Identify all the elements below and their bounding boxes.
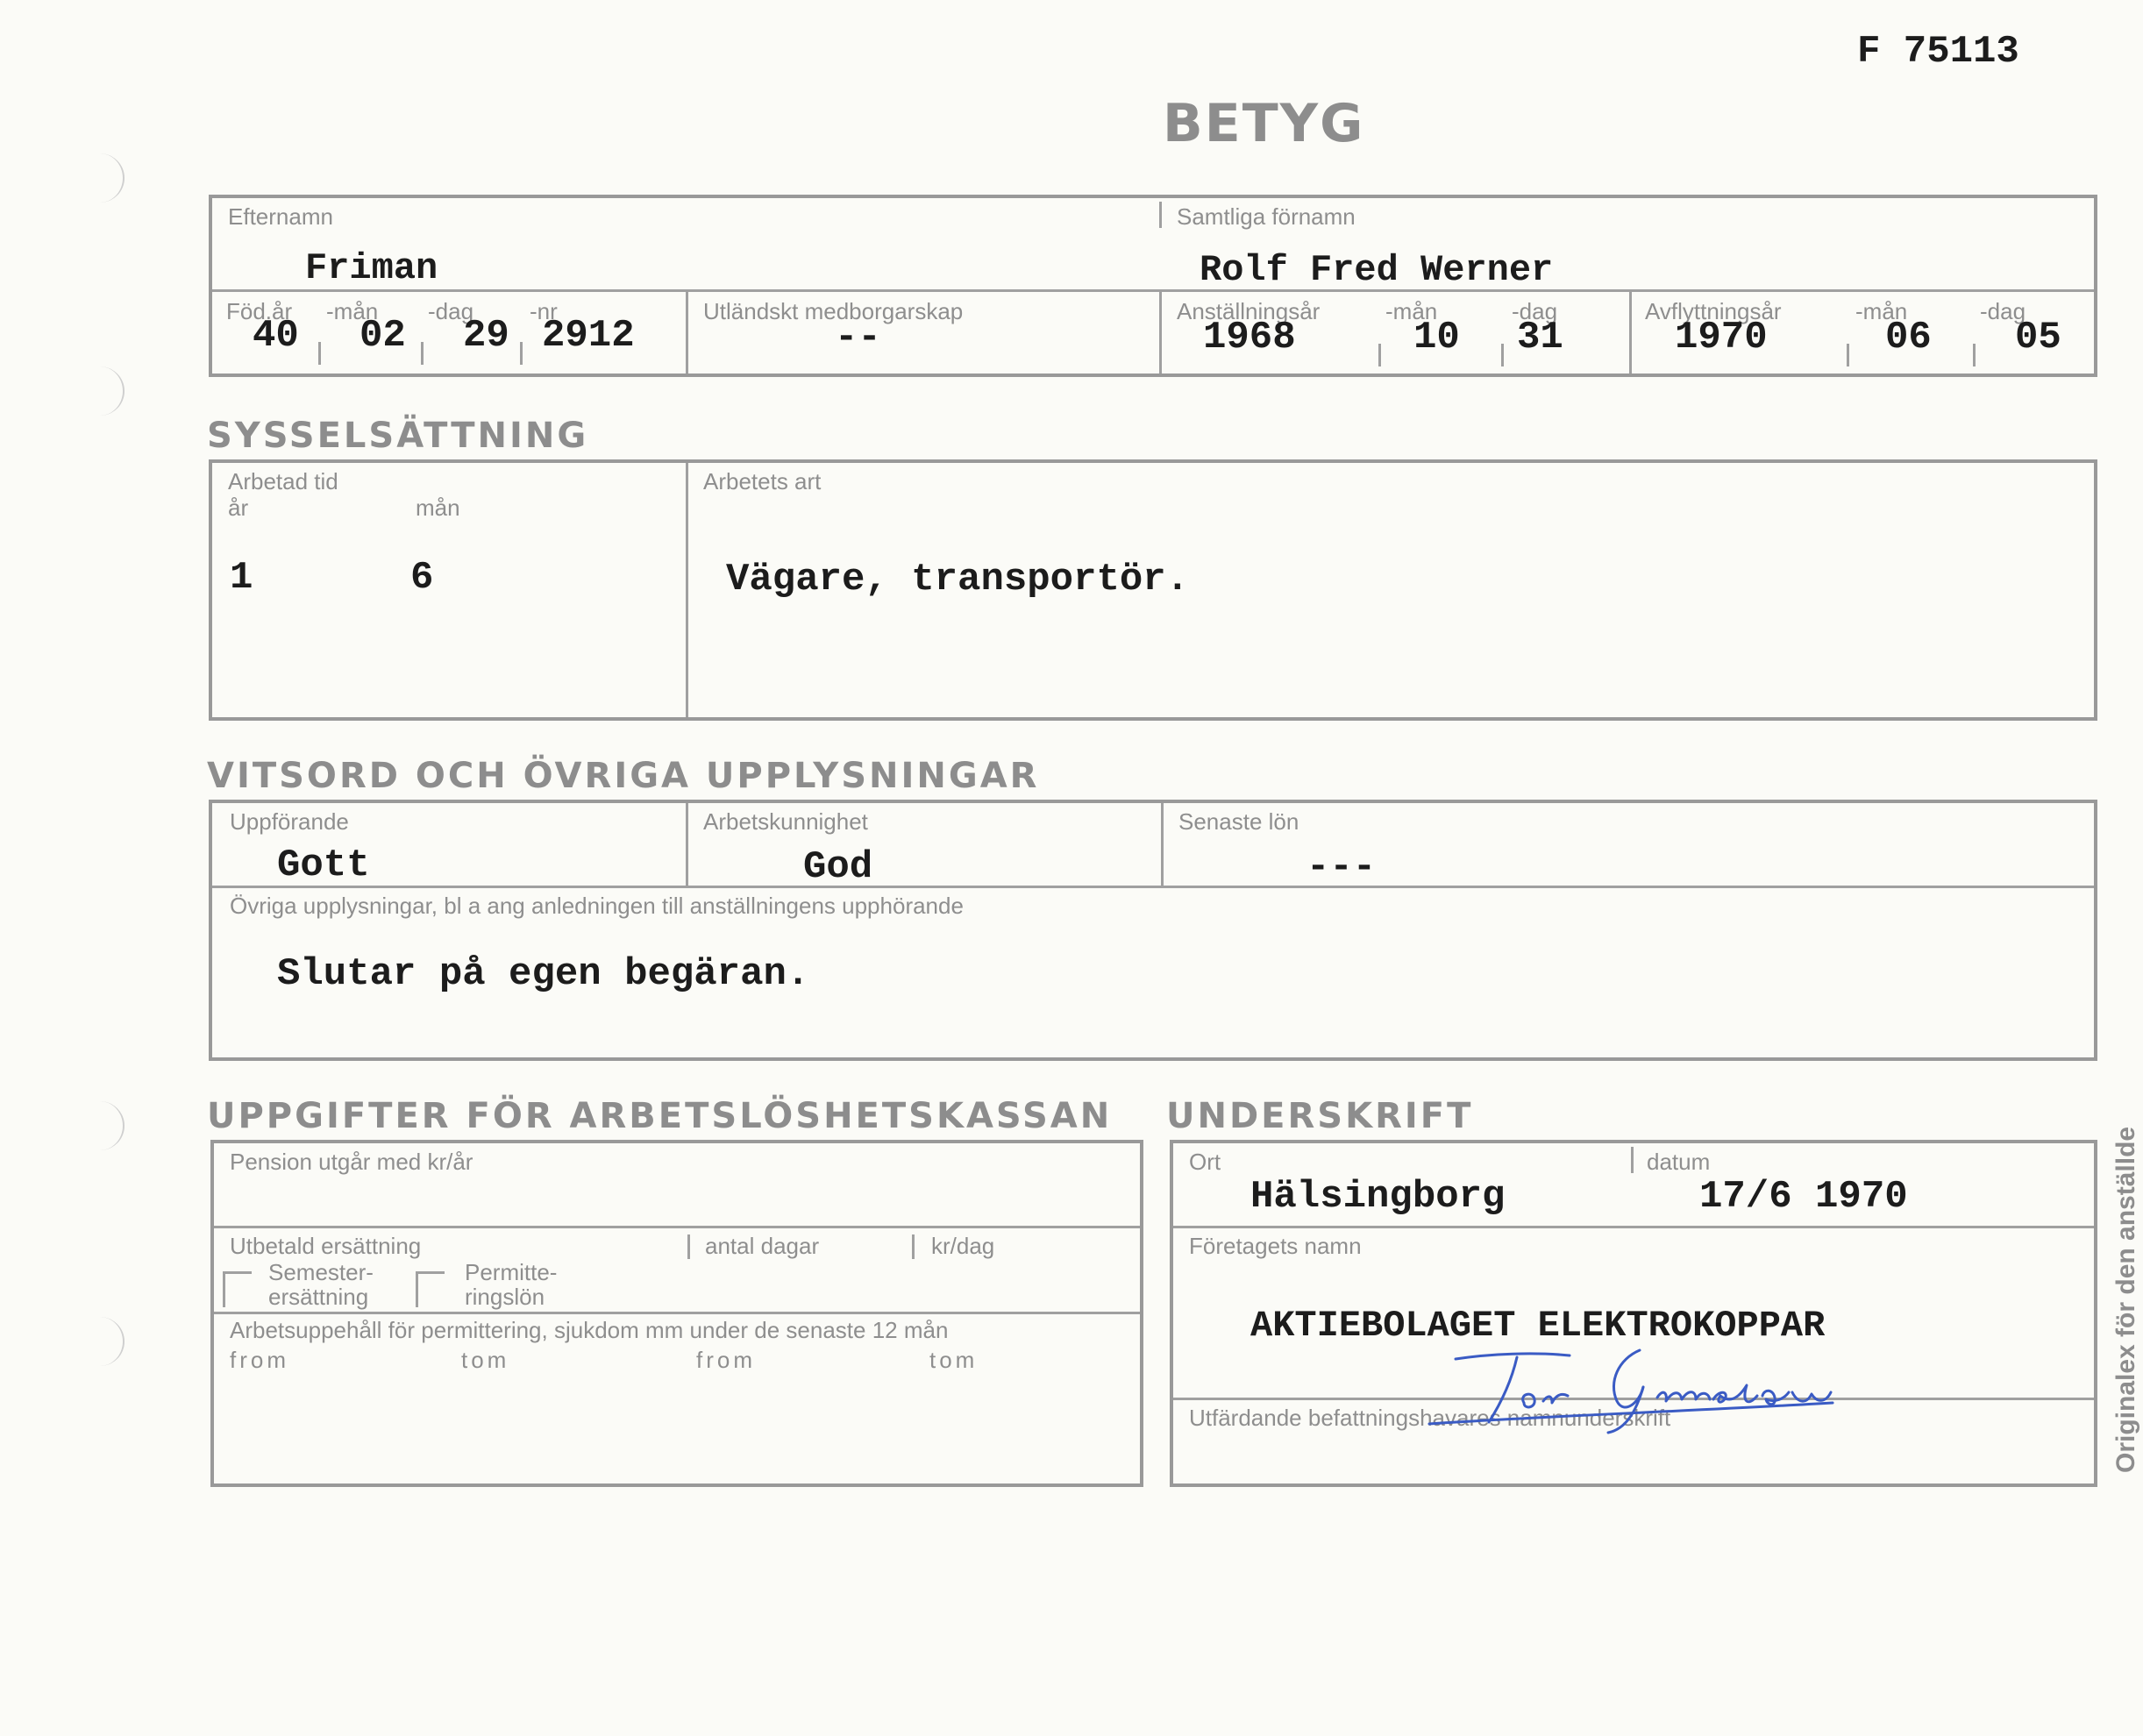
avfl-man-value: 06 [1885,316,1932,359]
ar-value: 1 [230,556,253,600]
from-label-1: from [230,1347,289,1373]
references-heading: VITSORD OCH ÖVRIGA UPPLYSNINGAR [207,756,1040,796]
ovriga-label: Övriga upplysningar, bl a ang anledningen till anställningens upphörande [230,893,964,919]
tom-label-1: tom [461,1347,510,1373]
fod-dag-label: -dag [428,298,474,324]
medborgarskap-label: Utländskt medborgarskap [703,298,964,324]
page-title: BETYG [1163,93,1365,154]
man-label: mån [416,494,460,521]
semester-label-2: ersättning [268,1284,369,1310]
permitte-label-2: ringslön [465,1284,545,1310]
anst-man-label: -mån [1385,298,1438,324]
anst-dag-label: -dag [1512,298,1558,324]
fod-dag-value: 29 [463,314,509,358]
permitte-label-1: Permitte- [465,1259,558,1285]
fod-man-value: 02 [360,314,406,358]
antal-dagar-label: antal dagar [705,1233,820,1259]
uppforande-value: Gott [277,843,370,887]
ar-label: år [228,494,249,521]
anst-man-value: 10 [1413,316,1460,359]
avfl-ar-label: Avflyttningsår [1645,298,1782,324]
medborgarskap-value: -- [835,316,881,359]
permittering-checkbox[interactable] [416,1271,445,1307]
arbetets-art-label: Arbetets art [703,468,822,494]
kr-dag-label: kr/dag [931,1233,995,1259]
signature-heading: UNDERSKRIFT [1166,1096,1474,1136]
fod-nr-label: -nr [530,298,558,324]
fod-ar-label: Föd.år [226,298,293,324]
senaste-lon-value: --- [1306,845,1377,889]
arbetskunnighet-label: Arbetskunnighet [703,808,868,835]
form-number: F 75113 [1857,30,2019,74]
avfl-dag-label: -dag [1980,298,2026,324]
tom-label-2: tom [929,1347,979,1373]
unemployment-heading: UPPGIFTER FÖR ARBETSLÖSHETSKASSAN [207,1096,1113,1136]
anst-ar-value: 1968 [1203,316,1296,359]
punch-hole [96,1101,125,1150]
datum-value: 17/6 1970 [1699,1175,1908,1219]
fornamn-value: Rolf Fred Werner [1200,249,1554,291]
arbetad-tid-label: Arbetad tid [228,468,338,494]
avfl-man-label: -mån [1855,298,1908,324]
ovriga-value: Slutar på egen begäran. [277,952,810,996]
foretag-value: AKTIEBOLAGET ELEKTROKOPPAR [1250,1305,1826,1347]
avfl-dag-value: 05 [2015,316,2061,359]
anst-ar-label: Anställningsår [1177,298,1321,324]
fod-man-label: -mån [326,298,379,324]
punch-hole [96,1317,125,1366]
from-label-2: from [696,1347,756,1373]
utbetald-label: Utbetald ersättning [230,1233,422,1259]
ort-label: Ort [1189,1149,1221,1175]
uppforande-label: Uppförande [230,808,349,835]
ort-value: Hälsingborg [1250,1175,1506,1219]
semester-checkbox[interactable] [223,1271,252,1307]
anst-dag-value: 31 [1517,316,1563,359]
foretag-label: Företagets namn [1189,1233,1362,1259]
arbetskunnighet-value: God [803,845,873,889]
side-text: Originalex för den anställde [2111,1126,2140,1473]
man-value: 6 [410,556,434,600]
avfl-ar-value: 1970 [1675,316,1768,359]
fod-nr-value: 2912 [542,314,635,358]
senaste-lon-label: Senaste lön [1178,808,1299,835]
arbetets-art-value: Vägare, transportör. [726,558,1190,601]
efternamn-label: Efternamn [228,203,333,230]
pension-label: Pension utgår med kr/år [230,1149,473,1175]
efternamn-value: Friman [305,247,438,289]
datum-label: datum [1647,1149,1711,1175]
handwritten-signature [1420,1341,1964,1438]
semester-label-1: Semester- [268,1259,374,1285]
fod-ar-value: 40 [253,314,299,358]
fornamn-label: Samtliga förnamn [1177,203,1356,230]
punch-hole [96,153,125,203]
references-box [209,800,2097,1061]
uppehall-label: Arbetsuppehåll för permittering, sjukdom mm under de senaste 12 mån [230,1317,949,1343]
employment-heading: SYSSELSÄTTNING [207,416,589,456]
utfardande-label: Utfärdande befattningshavares namnunderskrift [1189,1405,1671,1431]
punch-hole [96,366,125,416]
